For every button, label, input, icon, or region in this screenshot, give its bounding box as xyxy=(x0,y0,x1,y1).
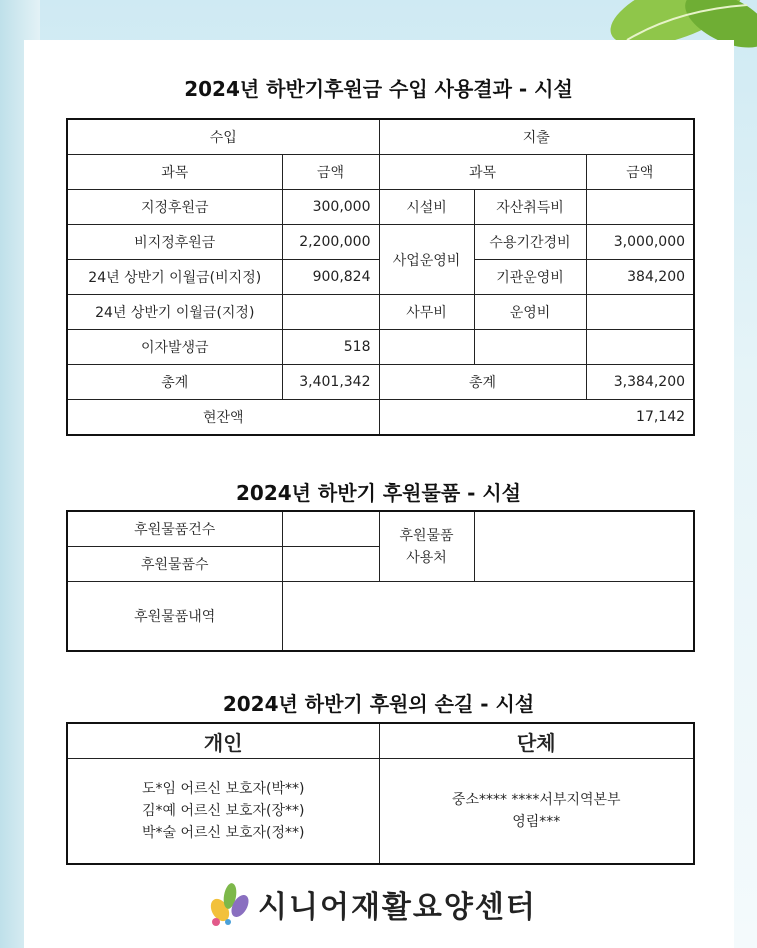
expense-col-amount: 금액 xyxy=(586,155,694,190)
goods-usage-label xyxy=(379,511,474,582)
goods-detail-value xyxy=(282,582,694,652)
goods-detail-label: 후원물품내역 xyxy=(67,582,282,652)
expense-item: 기관운영비 xyxy=(474,260,586,295)
balance-label: 현잔액 xyxy=(67,400,379,436)
individual-header: 개인 xyxy=(67,723,379,759)
goods-table xyxy=(66,510,695,652)
center-logo xyxy=(206,876,546,932)
individual-donor: 도*임 어르신 보호자(박**) xyxy=(141,781,305,797)
expense-item xyxy=(474,330,586,365)
expense-amount xyxy=(586,295,694,330)
goods-usage-value xyxy=(474,511,694,582)
expense-amount: 3,000,000 xyxy=(586,225,694,260)
income-amount: 2,200,000 xyxy=(282,225,379,260)
income-header: 수입 xyxy=(67,119,379,155)
group-donor: 중소**** ****서부지역본부 xyxy=(451,792,621,808)
expense-item: 운영비 xyxy=(474,295,586,330)
goods-count-label: 후원물품건수 xyxy=(67,511,282,547)
individual-donor: 김*예 어르신 보호자(장**) xyxy=(141,803,305,819)
table-row xyxy=(67,330,694,365)
expense-category: 시설비 xyxy=(379,190,474,225)
goods-table-title: 2024년 하반기 후원물품 - 시설 xyxy=(235,481,522,505)
income-expense-table xyxy=(66,118,695,436)
table-row xyxy=(67,190,694,225)
expense-col-item: 과목 xyxy=(379,155,586,190)
center-name: 시니어재활요양센터 xyxy=(258,890,537,925)
donors-table-title: 2024년 하반기 후원의 손길 - 시설 xyxy=(222,692,535,716)
income-item: 비지정후원금 xyxy=(67,225,282,260)
income-item: 24년 상반기 이월금(지정) xyxy=(67,295,282,330)
income-total-value: 3,401,342 xyxy=(282,365,379,400)
income-total-label: 총계 xyxy=(67,365,282,400)
expense-category xyxy=(379,330,474,365)
expense-item: 수용기간경비 xyxy=(474,225,586,260)
income-amount: 518 xyxy=(282,330,379,365)
goods-usage-label-line2: 사용처 xyxy=(406,549,447,566)
goods-qty-value xyxy=(282,547,379,582)
expense-amount xyxy=(586,190,694,225)
expense-amount xyxy=(586,330,694,365)
income-amount: 900,824 xyxy=(282,260,379,295)
group-donor: 영림*** xyxy=(512,814,561,830)
expense-category: 사무비 xyxy=(379,295,474,330)
table-row xyxy=(67,225,694,260)
income-item: 지정후원금 xyxy=(67,190,282,225)
table-row xyxy=(67,295,694,330)
income-item: 24년 상반기 이월금(비지정) xyxy=(67,260,282,295)
income-amount: 300,000 xyxy=(282,190,379,225)
individual-donor-list xyxy=(67,759,379,865)
flower-logo-icon xyxy=(206,876,254,928)
expense-total-label: 총계 xyxy=(379,365,586,400)
group-header: 단체 xyxy=(379,723,694,759)
goods-count-value xyxy=(282,511,379,547)
balance-row xyxy=(67,400,694,436)
income-col-item: 과목 xyxy=(67,155,282,190)
expense-total-value: 3,384,200 xyxy=(586,365,694,400)
goods-qty-label: 후원물품수 xyxy=(67,547,282,582)
goods-usage-label-line1: 후원물품 xyxy=(399,527,454,544)
total-row xyxy=(67,365,694,400)
income-col-amount: 금액 xyxy=(282,155,379,190)
income-table-title: 2024년 하반기후원금 수입 사용결과 - 시설 xyxy=(184,77,573,101)
expense-item: 자산취득비 xyxy=(474,190,586,225)
expense-amount: 384,200 xyxy=(586,260,694,295)
income-item: 이자발생금 xyxy=(67,330,282,365)
individual-donor: 박*술 어르신 보호자(정**) xyxy=(141,825,305,841)
group-donor-list xyxy=(379,759,694,865)
income-amount xyxy=(282,295,379,330)
expense-category: 사업운영비 xyxy=(379,225,474,295)
donors-table xyxy=(66,722,695,865)
balance-value: 17,142 xyxy=(379,400,694,436)
expense-header: 지출 xyxy=(379,119,694,155)
